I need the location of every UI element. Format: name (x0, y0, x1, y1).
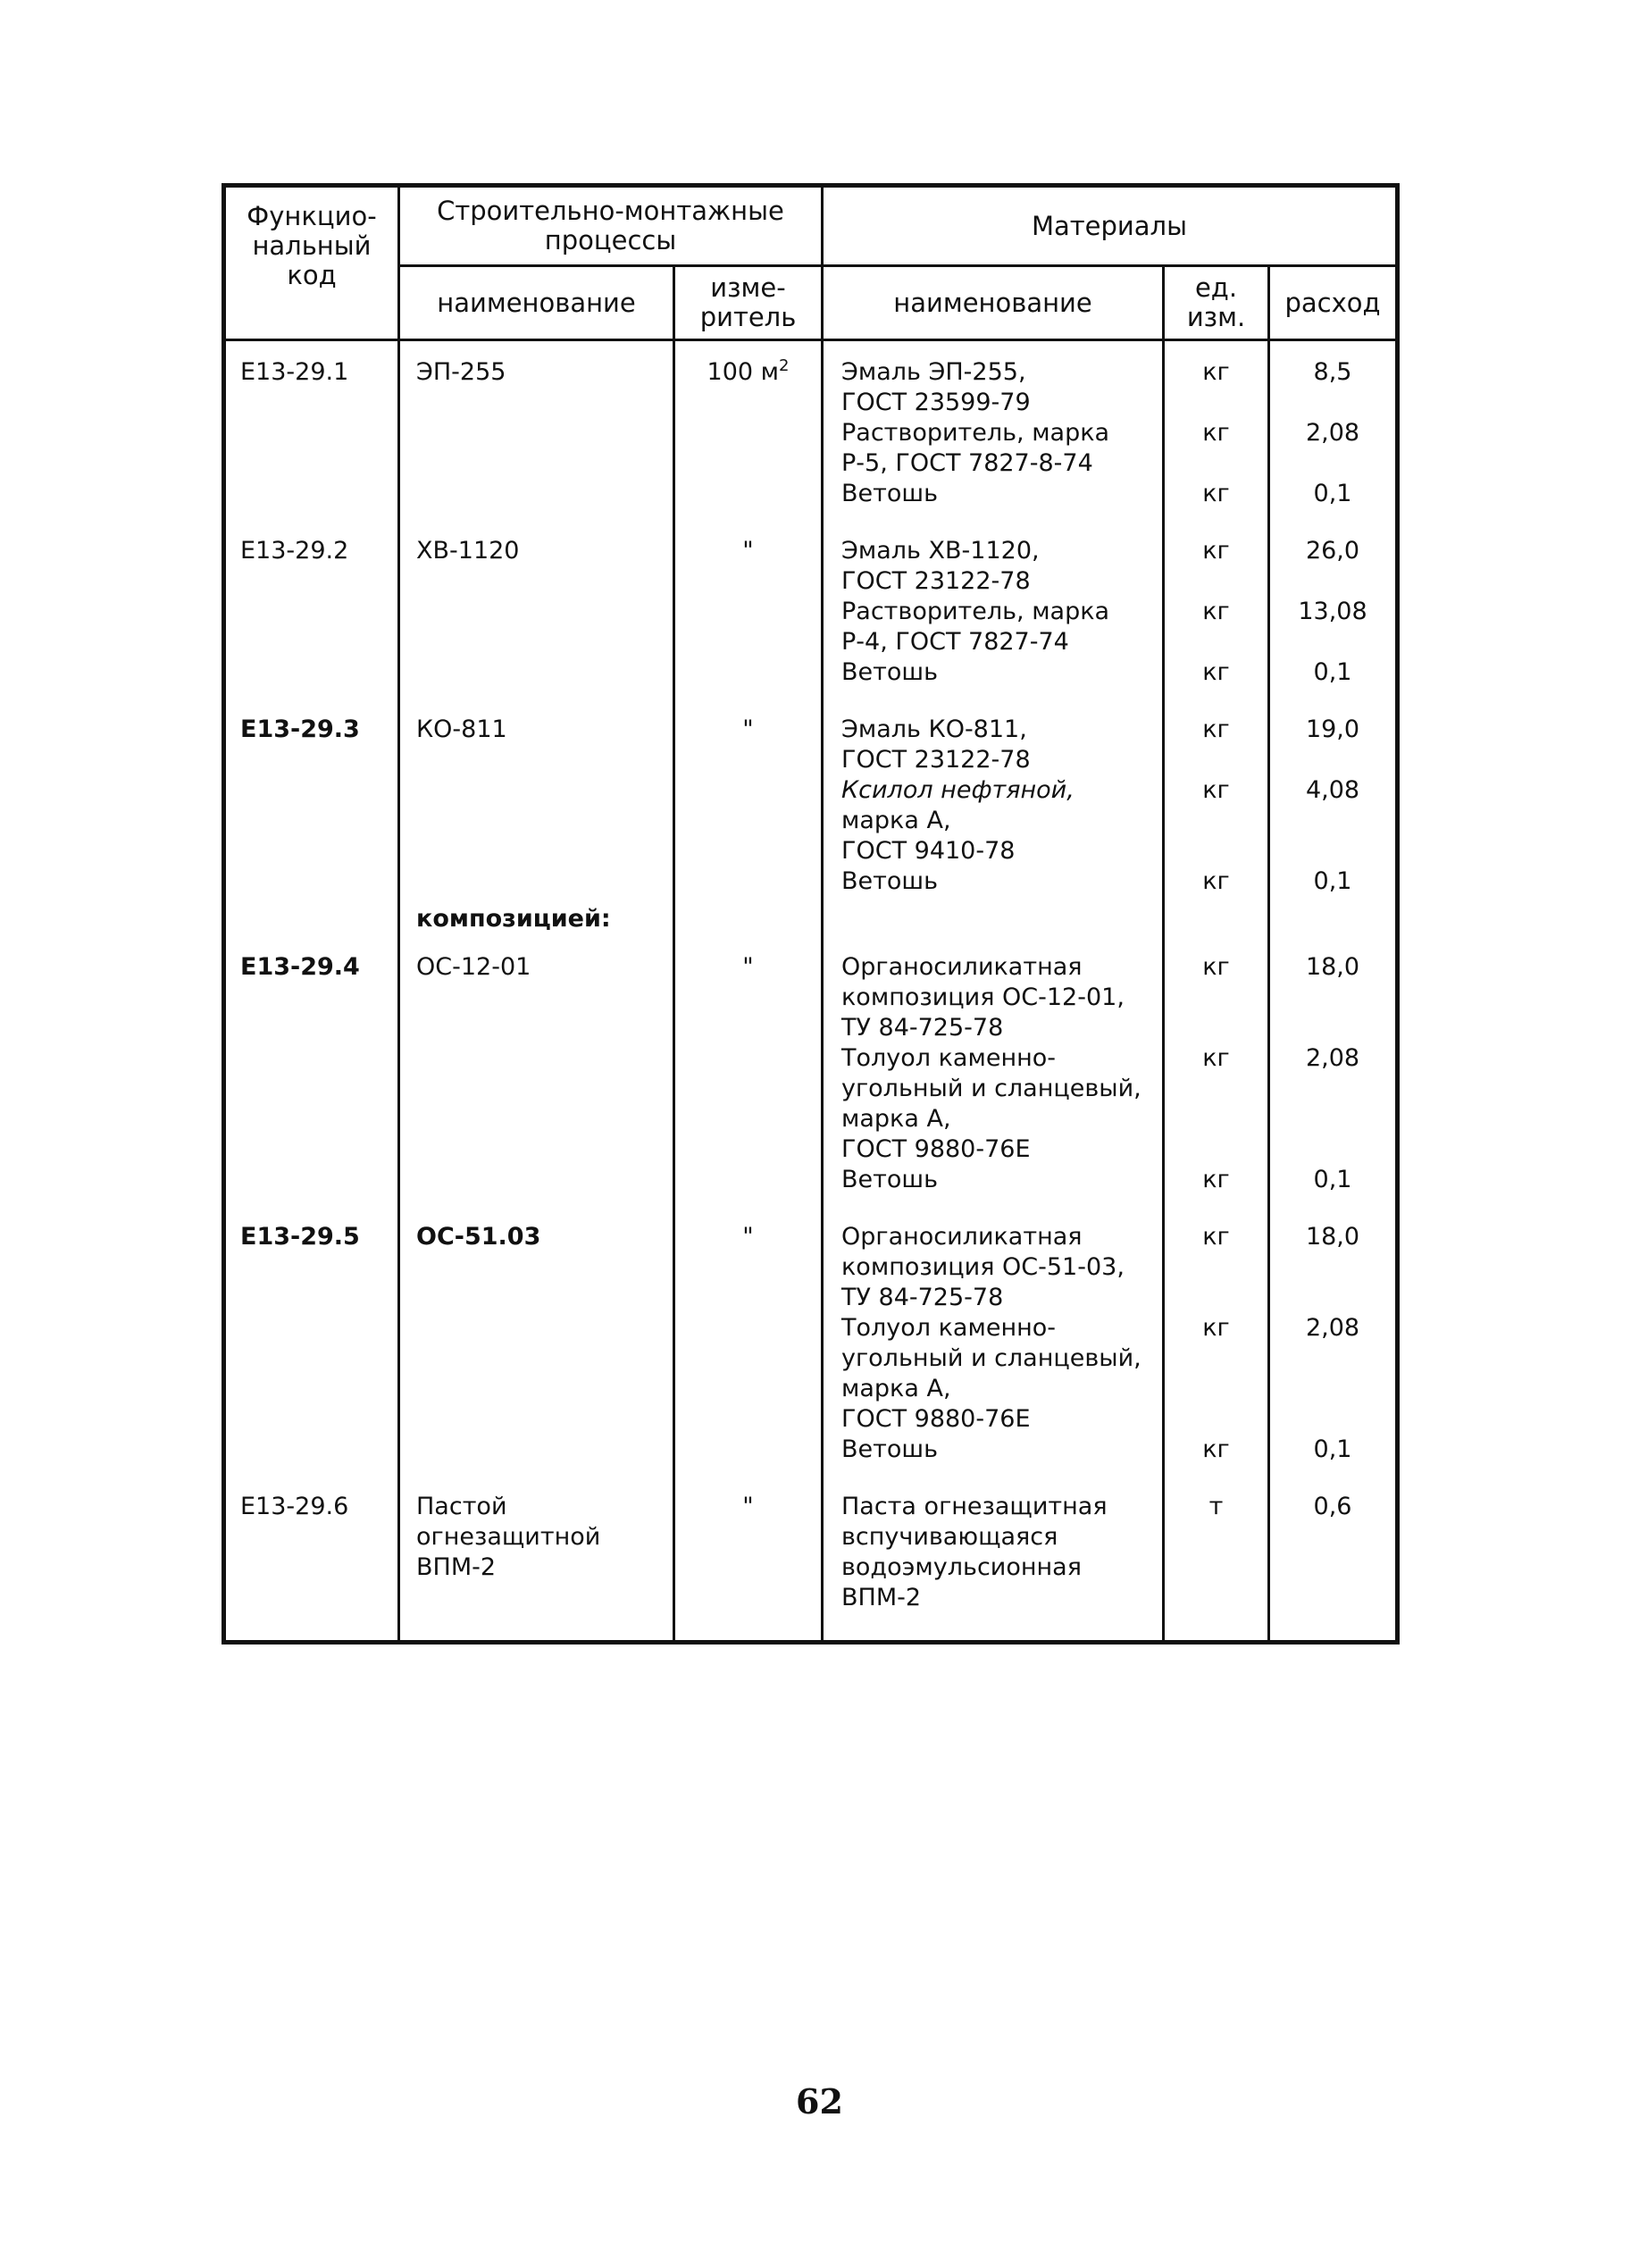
row-rates (1269, 715, 1398, 897)
row-code: Е13-29.4 (224, 952, 399, 1195)
material-unit: кг (1202, 776, 1230, 804)
material-name-line: Ветошь (841, 658, 938, 686)
material-name-line: ГОСТ 23122-78 (841, 746, 1031, 774)
material-name-line: Р-5, ГОСТ 7827-8-74 (841, 449, 1093, 477)
row-code: Е13-29.1 (224, 357, 399, 509)
row-meter (674, 1492, 823, 1613)
material-name-line: ГОСТ 23122-78 (841, 567, 1031, 595)
material-rate: 4,08 (1305, 776, 1360, 804)
material-item (841, 657, 1162, 688)
header-rate: расход (1269, 266, 1398, 340)
material-item (841, 536, 1162, 597)
material-unit: кг (1202, 598, 1230, 625)
material-rate: 2,08 (1305, 1314, 1360, 1342)
row-materials (823, 357, 1164, 509)
material-name-line: вспучивающаяся (841, 1523, 1058, 1551)
table-row (224, 357, 1398, 509)
material-name-line: Паста огнезащитная (841, 1493, 1108, 1520)
material-item (841, 866, 1162, 897)
row-rates (1269, 952, 1398, 1195)
header-code (224, 186, 399, 340)
material-rate: 18,0 (1305, 1223, 1360, 1251)
row-units (1164, 1222, 1269, 1465)
table-row (224, 536, 1398, 688)
material-unit: кг (1202, 1314, 1230, 1342)
material-name-line: Растворитель, марка (841, 598, 1110, 625)
meter-value: " (742, 1223, 754, 1251)
material-unit: кг (1202, 953, 1230, 981)
row-meter (674, 952, 823, 1195)
row-process-name (399, 1492, 674, 1613)
material-unit: кг (1202, 537, 1230, 565)
material-item (841, 952, 1162, 1043)
table-row (224, 1492, 1398, 1613)
material-rate: 26,0 (1305, 537, 1360, 565)
meter-value: " (742, 716, 754, 743)
table-row (224, 1222, 1398, 1465)
material-unit: кг (1202, 867, 1230, 895)
header-unit: ед. изм. (1164, 266, 1269, 340)
row-materials (823, 952, 1164, 1195)
material-name-line: Толуол каменно- (841, 1044, 1057, 1072)
material-rate: 0,1 (1313, 1435, 1352, 1463)
material-rate: 13,08 (1298, 598, 1367, 625)
material-unit: кг (1202, 480, 1230, 507)
row-meter (674, 1222, 823, 1465)
row-code: Е13-29.2 (224, 536, 399, 688)
material-unit: кг (1202, 1166, 1230, 1193)
row-units (1164, 536, 1269, 688)
material-name-line: ТУ 84-725-78 (841, 1284, 1004, 1311)
meter-value: " (742, 537, 754, 565)
row-process-name: ОС-51.03 (399, 1222, 674, 1465)
material-item (841, 418, 1162, 479)
material-name-line: Ветошь (841, 867, 938, 895)
material-name-line: Ветошь (841, 1435, 938, 1463)
material-name-line: марка А, (841, 807, 951, 834)
header-meter: изме-ритель (674, 266, 823, 340)
meter-superscript: 2 (779, 356, 790, 375)
material-rate: 0,1 (1313, 867, 1352, 895)
row-rates (1269, 536, 1398, 688)
header-material-name: наименование (823, 266, 1164, 340)
material-name-line: композиция ОС-12-01, (841, 983, 1125, 1011)
process-name-line: огнезащитной (416, 1523, 601, 1551)
row-materials (823, 715, 1164, 897)
row-code: Е13-29.5 (224, 1222, 399, 1465)
material-name-line: марка А, (841, 1375, 951, 1402)
material-unit: кг (1202, 1435, 1230, 1463)
material-rate: 2,08 (1305, 419, 1360, 447)
page-number: 62 (796, 2081, 843, 2122)
material-name-line: ТУ 84-725-78 (841, 1014, 1004, 1042)
header-code-text: Функцио-нальный код (247, 201, 377, 290)
material-name-line: Ветошь (841, 480, 938, 507)
section-label-row (224, 904, 1398, 934)
row-units (1164, 715, 1269, 897)
material-unit: кг (1202, 358, 1230, 386)
material-item (841, 1313, 1162, 1435)
meter-value: 100 м (707, 358, 780, 386)
material-unit: кг (1202, 1044, 1230, 1072)
material-item (841, 479, 1162, 509)
row-materials (823, 536, 1164, 688)
material-unit: т (1208, 1493, 1224, 1520)
header-processes: Строительно-монтажные процессы (399, 186, 823, 266)
material-rate: 19,0 (1305, 716, 1360, 743)
material-name-line: ГОСТ 9410-78 (841, 837, 1016, 865)
material-name-line: Эмаль КО-811, (841, 716, 1027, 743)
material-unit: кг (1202, 419, 1230, 447)
material-name-line: ГОСТ 9880-76Е (841, 1405, 1031, 1433)
material-name-line: ГОСТ 23599-79 (841, 389, 1031, 416)
material-item (841, 775, 1162, 866)
material-name-line: Эмаль ХВ-1120, (841, 537, 1040, 565)
material-name-line: ВПМ-2 (841, 1584, 922, 1611)
material-name-line: композиция ОС-51-03, (841, 1253, 1125, 1281)
row-units (1164, 357, 1269, 509)
table-body (224, 340, 1398, 1643)
material-name-line: Толуол каменно- (841, 1314, 1057, 1342)
row-units (1164, 952, 1269, 1195)
row-meter (674, 715, 823, 897)
material-item (841, 597, 1162, 657)
row-code: Е13-29.3 (224, 715, 399, 897)
material-rate: 2,08 (1305, 1044, 1360, 1072)
material-rate: 18,0 (1305, 953, 1360, 981)
process-name-line: Пастой (416, 1493, 507, 1520)
table-row (224, 952, 1398, 1195)
header-materials: Материалы (823, 186, 1398, 266)
material-unit: кг (1202, 1223, 1230, 1251)
material-name-line: Растворитель, марка (841, 419, 1110, 447)
material-name-line: Органосиликатная (841, 953, 1083, 981)
row-meter (674, 357, 823, 509)
material-name-line: Органосиликатная (841, 1223, 1083, 1251)
section-label: композицией: (399, 904, 674, 934)
row-process-name: КО-811 (399, 715, 674, 897)
material-name-line: ГОСТ 9880-76Е (841, 1135, 1031, 1163)
meter-value: " (742, 953, 754, 981)
material-item (841, 357, 1162, 418)
material-name-line: марка А, (841, 1105, 951, 1133)
row-rates (1269, 1222, 1398, 1465)
material-item (841, 1435, 1162, 1465)
material-name-line: Ксилол нефтяной, (841, 776, 1075, 804)
row-rates (1269, 1492, 1398, 1613)
material-item (841, 1222, 1162, 1313)
material-unit: кг (1202, 716, 1230, 743)
material-name-line: Ветошь (841, 1166, 938, 1193)
header-process-name: наименование (399, 266, 674, 340)
row-process-name: ЭП-255 (399, 357, 674, 509)
material-item (841, 715, 1162, 775)
material-unit: кг (1202, 658, 1230, 686)
material-name-line: водоэмульсионная (841, 1553, 1082, 1581)
material-name-line: Р-4, ГОСТ 7827-74 (841, 628, 1069, 656)
row-process-name: ОС-12-01 (399, 952, 674, 1195)
material-item (841, 1165, 1162, 1195)
material-name-line: Эмаль ЭП-255, (841, 358, 1026, 386)
meter-value: " (742, 1493, 754, 1520)
table-header (224, 186, 1398, 340)
row-units (1164, 1492, 1269, 1613)
material-item (841, 1043, 1162, 1165)
table-row (224, 715, 1398, 897)
material-rate: 0,6 (1313, 1493, 1352, 1520)
material-rate: 0,1 (1313, 1166, 1352, 1193)
material-item (841, 1492, 1162, 1613)
material-name-line: угольный и сланцевый, (841, 1075, 1141, 1102)
process-name-line: ВПМ-2 (416, 1553, 497, 1581)
material-rate: 8,5 (1313, 358, 1352, 386)
row-meter (674, 536, 823, 688)
row-materials (823, 1492, 1164, 1613)
material-name-line: угольный и сланцевый, (841, 1344, 1141, 1372)
row-rates (1269, 357, 1398, 509)
row-code: Е13-29.6 (224, 1492, 399, 1613)
materials-table (222, 183, 1400, 1645)
row-process-name: ХВ-1120 (399, 536, 674, 688)
material-rate: 0,1 (1313, 480, 1352, 507)
material-rate: 0,1 (1313, 658, 1352, 686)
row-materials (823, 1222, 1164, 1465)
